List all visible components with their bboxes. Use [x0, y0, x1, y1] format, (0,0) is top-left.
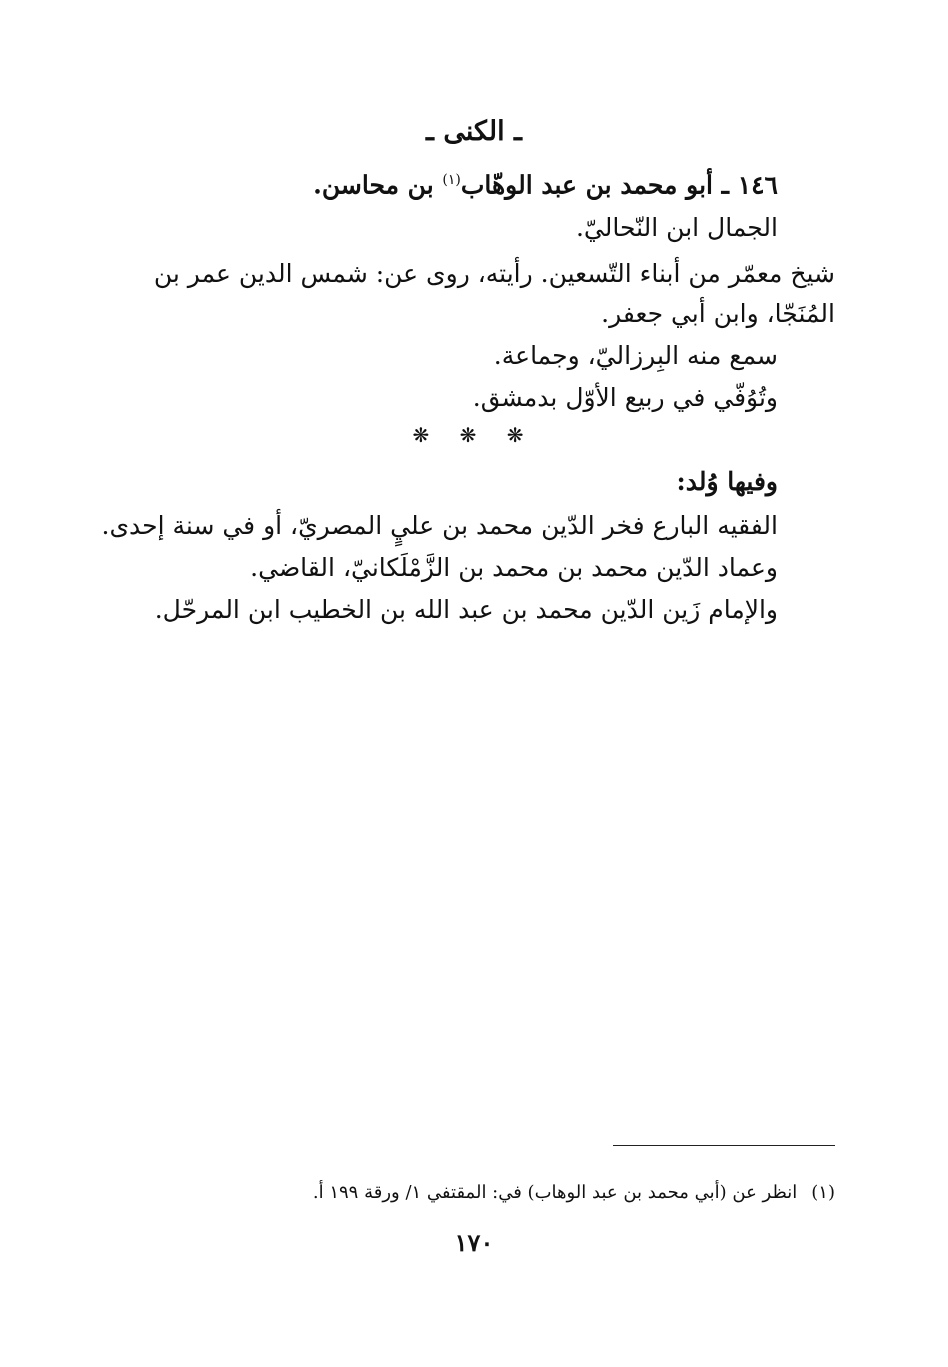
section-title: ـ الكنى ـ [426, 116, 522, 147]
footnote-divider [613, 1145, 835, 1146]
entry-line: وتُوُفّي في ربيع الأوّل بدمشق. [472, 383, 778, 412]
births-heading: وفيها وُلد: [676, 467, 778, 496]
footnote [313, 1178, 835, 1208]
footnote-number: (١) [811, 1182, 835, 1203]
entry-line: الجمال ابن النّحاليّ. [575, 213, 778, 242]
births-line: الفقيه البارع فخر الدّين محمد بن عليٍ المصريّ، أو في سنة إحدى. [101, 511, 778, 540]
entry-line: سمع منه البِرزاليّ، وجماعة. [493, 341, 778, 370]
entry-line: شيخ معمّر من أبناء التّسعين. رأيته، روى عن: شمس الدين عمر بن [153, 259, 835, 288]
section-separator: ❋ ❋ ❋ [412, 423, 536, 447]
births-line: وعماد الدّين محمد بن محمد بن الزَّمْلَكانيّ، القاضي. [250, 553, 778, 582]
footnote-ref[interactable]: (١) [442, 172, 461, 188]
entry-heading-tail: بن محاسن. [313, 170, 443, 200]
entry-heading [313, 160, 778, 205]
page-number: ١٧٠ [454, 1228, 494, 1257]
entry-heading-text: ١٤٦ ـ أبو محمد بن عبد الوهّاب [460, 170, 778, 200]
births-line: والإمام زَين الدّين محمد بن عبد الله بن الخطيب ابن المرحّل. [154, 595, 778, 624]
footnote-text: انظر عن (أبي محمد بن عبد الوهاب) في: المقتفي ١/ ورقة ١٩٩ أ. [312, 1182, 798, 1203]
entry-line: المُنَجّا، وابن أبي جعفر. [601, 299, 835, 328]
